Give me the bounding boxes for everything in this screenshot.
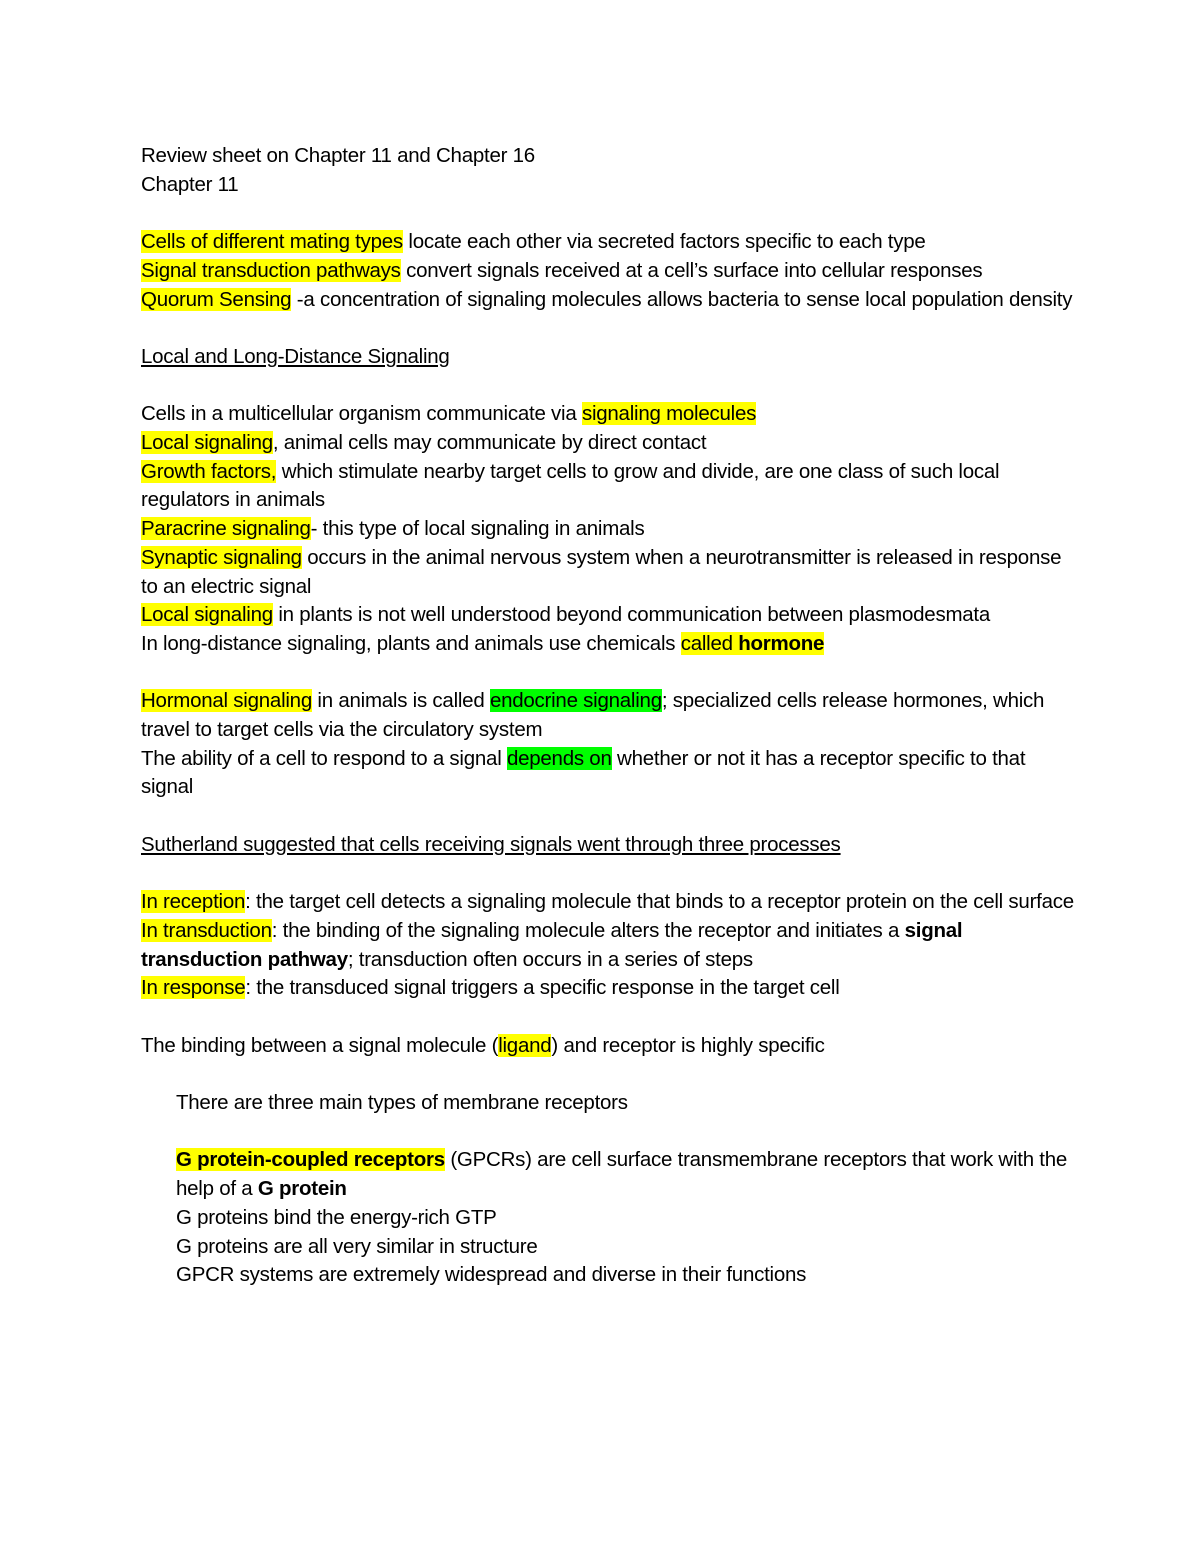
- highlighted-term-green: depends on: [506, 746, 612, 770]
- line-gpcr-systems: GPCR systems are extremely widespread and diverse in their functions: [176, 1263, 807, 1287]
- line-text: , animal cells may communicate by direct contact: [272, 430, 707, 454]
- blank-line: [141, 199, 1076, 228]
- section-heading-sutherland: Sutherland suggested that cells receiving signals went through three processes: [141, 832, 841, 856]
- chapter-heading: Chapter 11: [141, 172, 239, 196]
- highlighted-term: Quorum Sensing: [141, 287, 292, 311]
- highlighted-term: Hormonal signaling: [141, 689, 312, 713]
- line-text: : the target cell detects a signaling molecule that binds to a receptor protein on the cell surface: [245, 890, 1074, 914]
- highlighted-term: In response: [141, 976, 246, 1000]
- line-text: : the binding of the signaling molecule alters the receptor and initiates a: [271, 918, 905, 942]
- blank-line: [141, 659, 1076, 688]
- line-local-signaling: [141, 429, 1076, 458]
- line-text: The ability of a cell to respond to a signal: [141, 746, 507, 770]
- line-g-proteins-gtp: G proteins bind the energy-rich GTP: [176, 1205, 497, 1229]
- line-transduction: [141, 917, 1076, 974]
- highlighted-term-green: endocrine signaling: [489, 689, 662, 713]
- blank-line: [141, 860, 1076, 889]
- highlighted-term: Synaptic signaling: [141, 545, 302, 569]
- highlighted-term: G protein-coupled receptors: [176, 1148, 445, 1172]
- line-text: in plants is not well understood beyond communication between plasmodesmata: [272, 603, 991, 627]
- line-text: locate each other via secreted factors specific to each type: [402, 230, 926, 254]
- line-text: : the transduced signal triggers a specific response in the target cell: [245, 976, 840, 1000]
- blank-line: [176, 1118, 1076, 1147]
- blank-line: [141, 372, 1076, 401]
- highlighted-term: Signal transduction pathways: [141, 258, 401, 282]
- line-text: - this type of local signaling in animals: [310, 517, 645, 541]
- line-text: which stimulate nearby target cells to grow and divide, are one class of such local regulators in animals: [141, 459, 1000, 512]
- highlighted-term: Paracrine signaling: [141, 517, 311, 541]
- line-paracrine-signaling: [141, 515, 1076, 544]
- indented-block: [176, 1089, 1076, 1290]
- document-body: [141, 142, 1076, 1290]
- line-text: -a concentration of signaling molecules allows bacteria to sense local population density: [291, 287, 1073, 311]
- line-reception: [141, 888, 1076, 917]
- blank-line: [141, 802, 1076, 831]
- highlighted-term: In reception: [141, 890, 246, 914]
- line-text: Cells in a multicellular organism communicate via: [141, 402, 582, 426]
- blank-line: [141, 1060, 1076, 1089]
- intro-line-signal-transduction: [141, 257, 1076, 286]
- intro-line-quorum-sensing: [141, 286, 1076, 315]
- blank-line: [141, 1003, 1076, 1032]
- line-text: ; specialized cells release hormones, which travel to target cells via the circulatory system: [141, 689, 1045, 741]
- line-synaptic-signaling: [141, 544, 1076, 601]
- bold-term: signal transduction pathway: [141, 918, 963, 971]
- line-growth-factors: [141, 458, 1076, 515]
- line-membrane-receptor-types: There are three main types of membrane receptors: [176, 1091, 628, 1115]
- line-hormonal-signaling: [141, 687, 1076, 744]
- highlighted-term: Growth factors,: [141, 459, 277, 483]
- highlighted-term: In transduction: [141, 918, 272, 942]
- blank-line: [141, 314, 1076, 343]
- line-g-proteins-structure: G proteins are all very similar in structure: [176, 1234, 538, 1258]
- line-receptor-specificity: [141, 745, 1076, 802]
- line-gpcr: [176, 1146, 1076, 1203]
- line-text: ) and receptor is highly specific: [551, 1033, 825, 1057]
- line-text: The binding between a signal molecule (: [141, 1033, 499, 1057]
- line-long-distance-signaling: [141, 630, 1076, 659]
- line-signaling-molecules: [141, 400, 1076, 429]
- line-text: convert signals received at a cell’s surface into cellular responses: [400, 258, 983, 282]
- line-ligand-binding: [141, 1032, 1076, 1061]
- line-text: whether or not it has a receptor specific to that signal: [141, 746, 1026, 799]
- highlighted-term: ligand: [498, 1033, 552, 1057]
- bold-term: hormone: [738, 631, 825, 655]
- line-response: [141, 974, 1076, 1003]
- bold-term: G protein: [257, 1177, 347, 1201]
- highlighted-term: Cells of different mating types: [141, 230, 403, 254]
- highlighted-term: [681, 632, 824, 655]
- highlighted-term-text: called: [680, 631, 739, 655]
- line-text: occurs in the animal nervous system when a neurotransmitter is released in response to an electric signal: [141, 545, 1062, 598]
- document-title: Review sheet on Chapter 11 and Chapter 16: [141, 144, 535, 167]
- highlighted-term: Local signaling: [141, 430, 273, 454]
- intro-line-mating-types: [141, 228, 1076, 257]
- section-heading-local-long-distance: Local and Long-Distance Signaling: [141, 344, 450, 368]
- line-local-signaling-plants: [141, 601, 1076, 630]
- line-text: in animals is called: [311, 689, 490, 713]
- line-text: In long-distance signaling, plants and animals use chemicals: [141, 631, 681, 655]
- line-text: (GPCRs) are cell surface transmembrane receptors that work with the help of a: [176, 1148, 1068, 1201]
- line-text: ; transduction often occurs in a series of steps: [347, 947, 753, 971]
- highlighted-term: Local signaling: [141, 603, 273, 627]
- highlighted-term: signaling molecules: [581, 402, 757, 426]
